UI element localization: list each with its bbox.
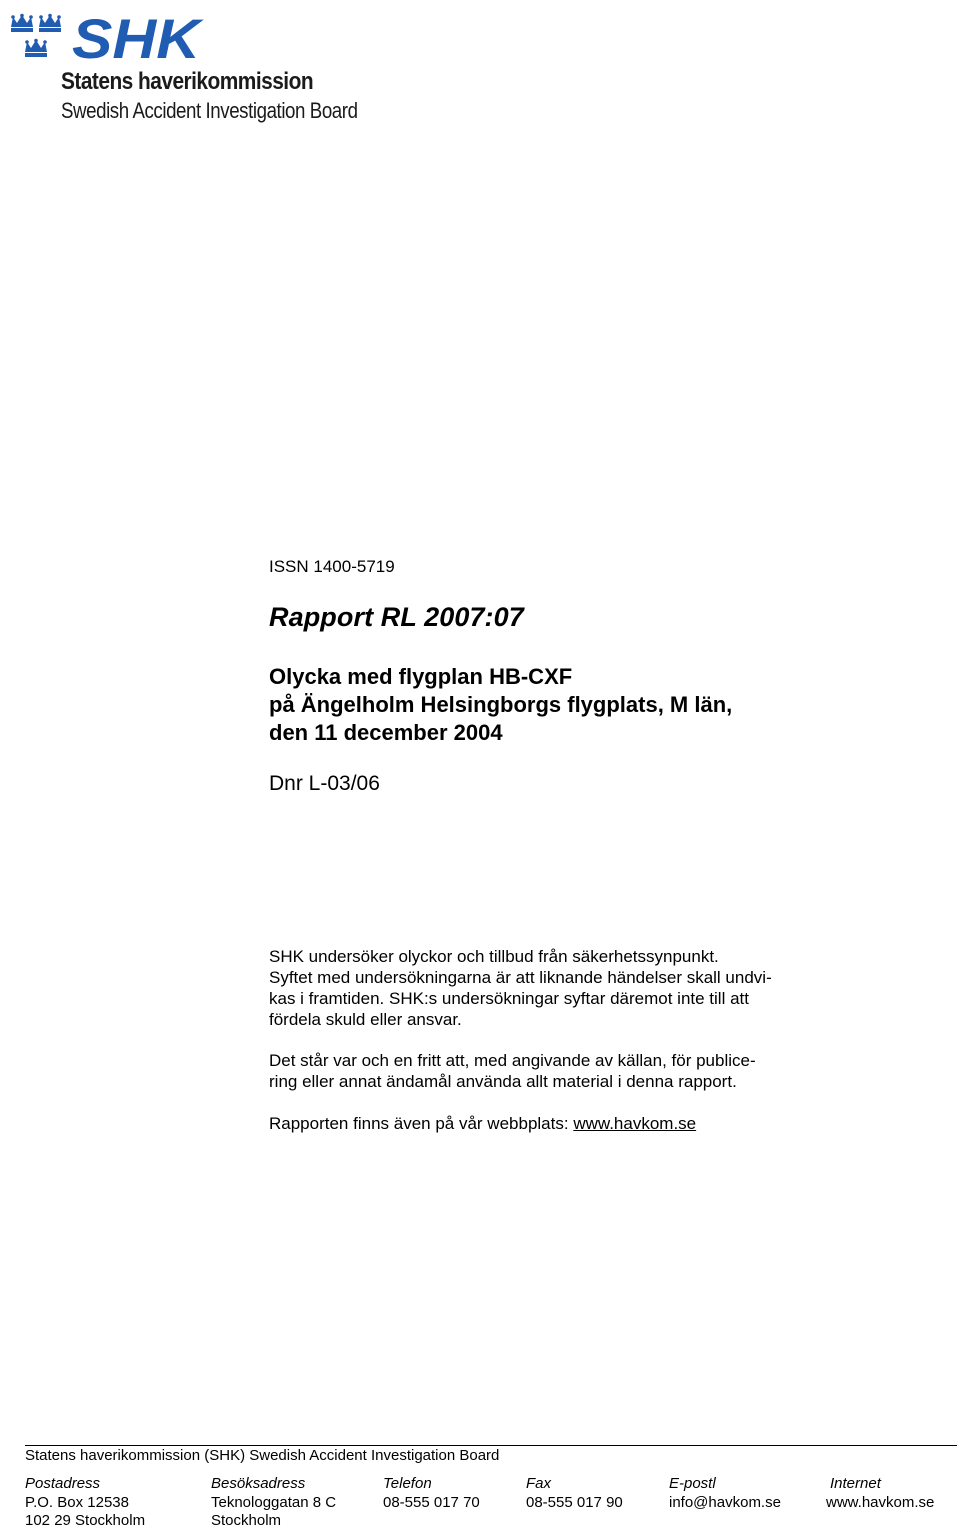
- footer-label: Telefon: [383, 1475, 432, 1492]
- website-text: Rapporten finns även på vår webbplats:: [269, 1114, 574, 1133]
- footer-label: Postadress: [25, 1475, 101, 1492]
- footer-label: Fax: [526, 1475, 552, 1492]
- logo-name-swedish: Statens haverikommission: [61, 68, 314, 95]
- footer-website-link[interactable]: www.havkom.se: [826, 1493, 935, 1511]
- diary-number: Dnr L-03/06: [269, 772, 380, 795]
- headline-line: Olycka med flygplan HB-CXF: [269, 664, 573, 689]
- paragraph-line: Det står var och en fritt att, med angivande av källan, för publice-: [269, 1051, 756, 1070]
- website-link[interactable]: www.havkom.se: [573, 1114, 697, 1133]
- shk-wordmark-text: SHK: [72, 12, 204, 64]
- three-crowns-icon: [10, 12, 66, 64]
- footer-value: Teknologgatan 8 C: [211, 1493, 337, 1511]
- report-headline: [269, 663, 732, 747]
- footer-label: Besöksadress: [211, 1475, 306, 1492]
- shk-wordmark: [70, 12, 205, 64]
- paragraph-line: SHK undersöker olyckor och tillbud från säkerhetssynpunkt.: [269, 947, 719, 966]
- footer-label: E-postl: [669, 1475, 716, 1492]
- footer-phone: [383, 1475, 480, 1512]
- footer-email-link[interactable]: info@havkom.se: [669, 1493, 781, 1511]
- footer-value: 102 29 Stockholm: [25, 1512, 146, 1529]
- footer-value: Stockholm: [211, 1512, 282, 1529]
- paragraph-purpose: [269, 946, 829, 1030]
- paragraph-usage: [269, 1050, 829, 1092]
- footer-internet: [826, 1475, 934, 1512]
- footer-fax: [526, 1475, 623, 1512]
- headline-line: på Ängelholm Helsingborgs flygplats, M län,: [269, 692, 733, 717]
- footer-divider: [25, 1445, 957, 1446]
- paragraph-line: kas i framtiden. SHK:s undersökningar syftar däremot inte till att: [269, 989, 749, 1008]
- headline-line: den 11 december 2004: [269, 720, 503, 745]
- footer-label: Internet: [830, 1475, 881, 1492]
- footer-value: 08-555 017 90: [526, 1493, 623, 1511]
- report-title: Rapport RL 2007:07: [269, 602, 524, 632]
- paragraph-website: [269, 1113, 829, 1134]
- issn-number: ISSN 1400-5719: [269, 557, 395, 576]
- paragraph-line: ring eller annat ändamål använda allt material i denna rapport.: [269, 1072, 737, 1091]
- paragraph-line: Syftet med undersökningarna är att liknande händelser skall undvi-: [269, 968, 772, 987]
- shk-logo: [10, 12, 358, 124]
- logo-name-english: Swedish Accident Investigation Board: [61, 98, 358, 123]
- footer-visiting-address: [211, 1475, 336, 1531]
- footer-email: [669, 1475, 781, 1512]
- paragraph-line: fördela skuld eller ansvar.: [269, 1010, 462, 1029]
- footer-postal-address: [25, 1475, 145, 1531]
- footer-title: Statens haverikommission (SHK) Swedish Accident Investigation Board: [25, 1447, 500, 1464]
- footer-value: 08-555 017 70: [383, 1493, 480, 1511]
- footer-value: P.O. Box 12538: [25, 1493, 129, 1511]
